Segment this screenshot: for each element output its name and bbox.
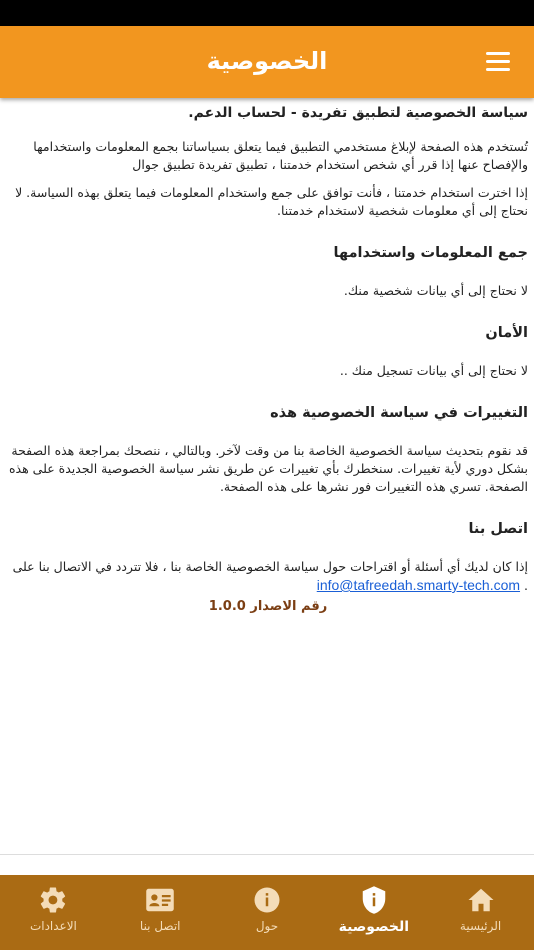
- app-bar: [0, 26, 534, 98]
- nav-item-about[interactable]: [214, 875, 321, 950]
- nav-label-contact: اتصل بنا: [139, 919, 181, 933]
- nav-item-privacy[interactable]: [320, 875, 427, 950]
- policy-title: سياسة الخصوصية لتطبيق تفريدة - لحساب الدعم.: [188, 105, 528, 121]
- bottom-navigation: [0, 875, 534, 950]
- intro-paragraph-consent: إذا اخترت استخدام خدمتنا ، فأنت توافق على جمع واستخدام المعلومات فيما يتعلق بهذه السياسة. لا نحتاج إلى أي معلومات شخصية لاستخدام خدمتنا.: [15, 185, 528, 218]
- home-icon: [466, 885, 496, 915]
- version-label: رقم الاصدار 1.0.0: [208, 599, 328, 614]
- contact-text: إذا كان لديك أي أسئلة أو اقتراحات حول سياسة الخصوصية الخاصة بنا ، فلا تتردد في الاتصال بنا على: [12, 559, 528, 574]
- section-body-contact: [8, 558, 528, 595]
- section-title-collection: جمع المعلومات واستخدامها: [333, 245, 528, 261]
- shield-icon: [359, 885, 389, 915]
- section-body-changes: قد نقوم بتحديث سياسة الخصوصية الخاصة بنا من وقت لآخر. وبالتالي ، ننصحك بمراجعة هذه الصفحة بشكل دوري لأية تغييرات. سنخطرك بأي تغييرات عن طريق نشر سياسة الخصوصية الجديدة على هذه الصفحة. تسري هذه التغييرات فور نشرها على هذه الصفحة.: [9, 443, 528, 494]
- section-title-changes: التغييرات في سياسة الخصوصية هذه: [270, 405, 528, 421]
- nav-item-home[interactable]: [427, 875, 534, 950]
- contact-email-link[interactable]: info@tafreedah.smarty-tech.com: [316, 577, 521, 593]
- hamburger-menu-icon[interactable]: [486, 52, 510, 72]
- section-title-contact: اتصل بنا: [468, 521, 528, 537]
- page-title: الخصوصية: [206, 47, 328, 75]
- section-body-collection: لا نحتاج إلى أي بيانات شخصية منك.: [343, 283, 528, 298]
- intro-paragraph: تُستخدم هذه الصفحة لإبلاغ مستخدمي التطبيق فيما يتعلق بسياساتنا بجمع المعلومات واستخدامها والإفصاح عنها إذا قرر أي شخص استخدام خدمتنا ، تطبيق تفريدة تطبيق جوال: [33, 139, 528, 172]
- section-title-security: الأمان: [485, 325, 528, 341]
- contact-email-suffix: .: [524, 578, 528, 593]
- gear-icon: [38, 885, 68, 915]
- nav-item-contact[interactable]: [107, 875, 214, 950]
- nav-label-settings: الاعدادات: [29, 919, 77, 933]
- nav-label-about: حول: [255, 919, 279, 933]
- nav-label-home: الرئيسية: [459, 919, 502, 933]
- nav-item-settings[interactable]: [0, 875, 107, 950]
- divider: [0, 854, 534, 855]
- status-bar: [0, 0, 534, 26]
- section-body-security: لا نحتاج إلى أي بيانات تسجيل منك ..: [339, 363, 528, 378]
- nav-label-privacy: الخصوصية: [338, 919, 410, 935]
- policy-content[interactable]: [0, 98, 534, 854]
- contact-card-icon: [145, 885, 175, 915]
- info-icon: [252, 885, 282, 915]
